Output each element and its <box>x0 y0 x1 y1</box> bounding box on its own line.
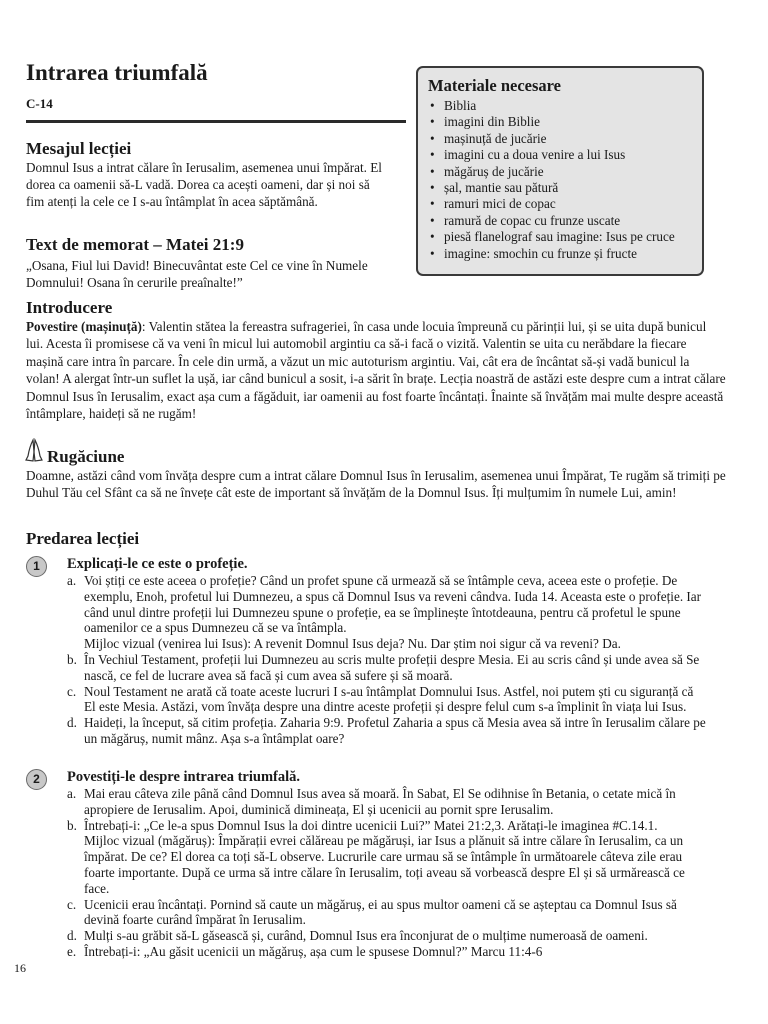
step-title: Povestiți-le despre intrarea triumfală. <box>67 769 301 785</box>
step-item-marker: c. <box>67 683 77 699</box>
step-items <box>67 573 707 747</box>
step-item-marker: e. <box>67 943 77 959</box>
page-number: 16 <box>14 961 26 975</box>
step-item-text: Întrebați-i: „Au găsit ucenicii un măgăruș, așa cum le spusese Domnul?” Marcu 11:4-6 <box>84 943 543 959</box>
materials-item: • ramuri mici de copac <box>428 196 696 212</box>
step-item-text: Haideți, la început, să citim profeția. Zaharia 9:9. Profetul Zaharia a spus că Mesia avea să intre în Ierusalim călare pe un măgăruș, numit mânz. Așa s-a întâmplat oare? <box>84 715 706 746</box>
step-item-text: Mulți s-au grăbit să-L găsească și, curând, Domnul Isus era înconjurat de o mulțime numeroasă de oameni. <box>84 928 648 944</box>
lesson-title: Intrarea triumfală <box>26 60 208 85</box>
step-item-marker: d. <box>67 928 77 944</box>
materials-box <box>416 66 704 276</box>
step-item-marker: b. <box>67 651 77 667</box>
materials-item: • piesă flanelograf sau imagine: Isus pe cruce <box>428 229 696 245</box>
step-item <box>67 715 707 747</box>
step-number-badge: 2 <box>26 769 47 790</box>
step-items <box>67 786 707 960</box>
materials-list <box>428 98 696 262</box>
step-item <box>67 928 707 944</box>
step-item-text: Mai erau câteva zile până când Domnul Isus avea să moară. În Sabat, El Se odihnise în Betania, o cetate mică în apropiere de Ierusalim. Apoi, duminică dimineața, El și ucenicii au pornit spre Ierusalim. <box>84 786 676 817</box>
teaching-heading: Predarea lecției <box>26 529 140 548</box>
intro-label: Povestire (mașinuță) <box>26 319 142 334</box>
prayer-text: Doamne, astăzi când vom învăța despre cum a intrat călare Domnul Isus în Ierusalim, asemenea unui Împărat, Te rugăm să trimiți pe Duhul Tău cel Sfânt ca să ne învețe cât este de important să învățăm de la Domnul Isus. Îți mulțumim în numele Lui, amin! <box>26 468 726 501</box>
intro-paragraph <box>26 318 726 422</box>
intro-heading: Introducere <box>26 298 113 317</box>
step-item-text: În Vechiul Testament, profeții lui Dumnezeu au scris multe profeții despre Mesia. Ei au scris când și unde avea să Se nască, ce fel de lucrare avea să facă și cum avea să sufere și să moară. <box>84 651 700 683</box>
step-item-text: Noul Testament ne arată că toate aceste lucruri I s-au întâmplat Domnului Isus. Astfel, noi putem ști cu siguranță că El este Mesia. Astăzi, vom învăța despre una dintre aceste profeții și despre felul cum s-a împlinit în viața lui Isus. <box>84 683 694 715</box>
materials-item: • mașinuță de jucărie <box>428 131 696 147</box>
step-item <box>67 573 707 652</box>
step-item-marker: a. <box>67 786 77 801</box>
step-title: Explicați-le ce este o profeție. <box>67 556 248 572</box>
title-divider <box>26 120 406 123</box>
step-item-marker: a. <box>67 573 77 588</box>
step-item <box>67 944 707 960</box>
prayer-heading: Rugăciune <box>47 447 125 466</box>
materials-item: • șal, mantie sau pătură <box>428 180 696 196</box>
step-item-text: Voi știți ce este aceea o profeție? Când un profet spune că urmează să se întâmple ceva, aceea este o profeție. De exemplu, Enoh, profetul lui Dumnezeu, a spus că Domnul Isus va reveni cândva. Iuda 14. Aceasta este o profeție. Iar când unul dintre profeții lui Dumnezeu spune o profeție, ea se împlinește întotdeauna, pentru că profetul le spune oamenilor ce a spus Dumnezeu că se va întâmpla. <box>84 573 702 636</box>
memory-heading: Text de memorat – Matei 21:9 <box>26 235 244 254</box>
praying-hands-icon <box>24 438 44 464</box>
lesson-code: C-14 <box>26 96 53 111</box>
step-item-visual-aid: Mijloc vizual (măgăruș): Împărații evrei călăreau pe măgăruși, iar Isus a plănuit să intre călare în Ierusalim, ca un împărat. De ce? El dorea ca toți să-L observe. Lucrurile care urmau să se întâmple în următoarele câteva zile erau foarte importante. După ce urma să intre călare în Ierusalim, toți aveau să vorbească despre El și să urmărească ce face. <box>84 833 685 896</box>
step-item <box>67 684 707 716</box>
materials-heading: Materiale necesare <box>428 76 561 95</box>
materials-item: • ramură de copac cu frunze uscate <box>428 213 696 229</box>
materials-item: • imagine: smochin cu frunze și fructe <box>428 246 696 262</box>
materials-item: • imagini din Biblie <box>428 114 696 130</box>
step-item <box>67 652 707 684</box>
intro-text: : Valentin stătea la fereastra sufrageriei, în casa unde locuia împreună cu părinții lui, și se uita după bunicul lui. Acesta îi promisese că va veni în micul lui automobil argintiu ca să-i facă o vizită. Valentin se uita cu nerăbdare la fiecare mașină care intra în parcare. În cele din urmă, a văzut un mic autoturism argintiu. Vai, cât era de încântat să-și vadă bunicul la volan! A alergat într-un suflet la ușă, iar când bunicul a sosit, i-a sărit în brațe. Lecția noastră de astăzi este despre cum a intrat călare Domnul Isus în Ierusalim, exact așa cum a făgăduit, iar oamenii au fost foarte încântați. Înainte să învățăm mai multe despre această întâmplare, haideți să ne rugăm! <box>26 319 726 422</box>
materials-item: • imagini cu a doua venire a lui Isus <box>428 147 696 163</box>
step-item-visual-aid: Mijloc vizual (venirea lui Isus): A revenit Domnul Isus deja? Nu. Dar știm noi sigur că va reveni? Da. <box>84 636 621 652</box>
step-item <box>67 897 707 929</box>
step-item-marker: b. <box>67 817 77 833</box>
materials-item: • Biblia <box>428 98 696 114</box>
step-item <box>67 786 707 818</box>
step-item-marker: c. <box>67 896 77 912</box>
step-item <box>67 818 707 897</box>
message-text: Domnul Isus a intrat călare în Ierusalim, asemenea unui împărat. El dorea ca oamenii să-L vadă. Dorea ca acești oameni, dar și noi să fim atenți la cele ce I s-au întâmplat în acea săptămână. <box>26 160 382 210</box>
step-number-badge: 1 <box>26 556 47 577</box>
materials-item: • măgăruș de jucărie <box>428 164 696 180</box>
message-heading: Mesajul lecției <box>26 139 132 158</box>
step-item-text: Ucenicii erau încântați. Pornind să caute un măgăruș, ei au spus multor oameni că se așteptau ca Domnul Isus să devină foarte curând împărat în Ierusalim. <box>84 896 677 928</box>
memory-text: „Osana, Fiul lui David! Binecuvântat este Cel ce vine în Numele Domnului! Osana în cerurile preaînalte!” <box>26 258 368 291</box>
step-item-text: Întrebați-i: „Ce le-a spus Domnul Isus la doi dintre ucenicii Lui?” Matei 21:2,3. Arătați-le imaginea #C.14.1. <box>84 817 658 833</box>
step-item-marker: d. <box>67 715 77 731</box>
